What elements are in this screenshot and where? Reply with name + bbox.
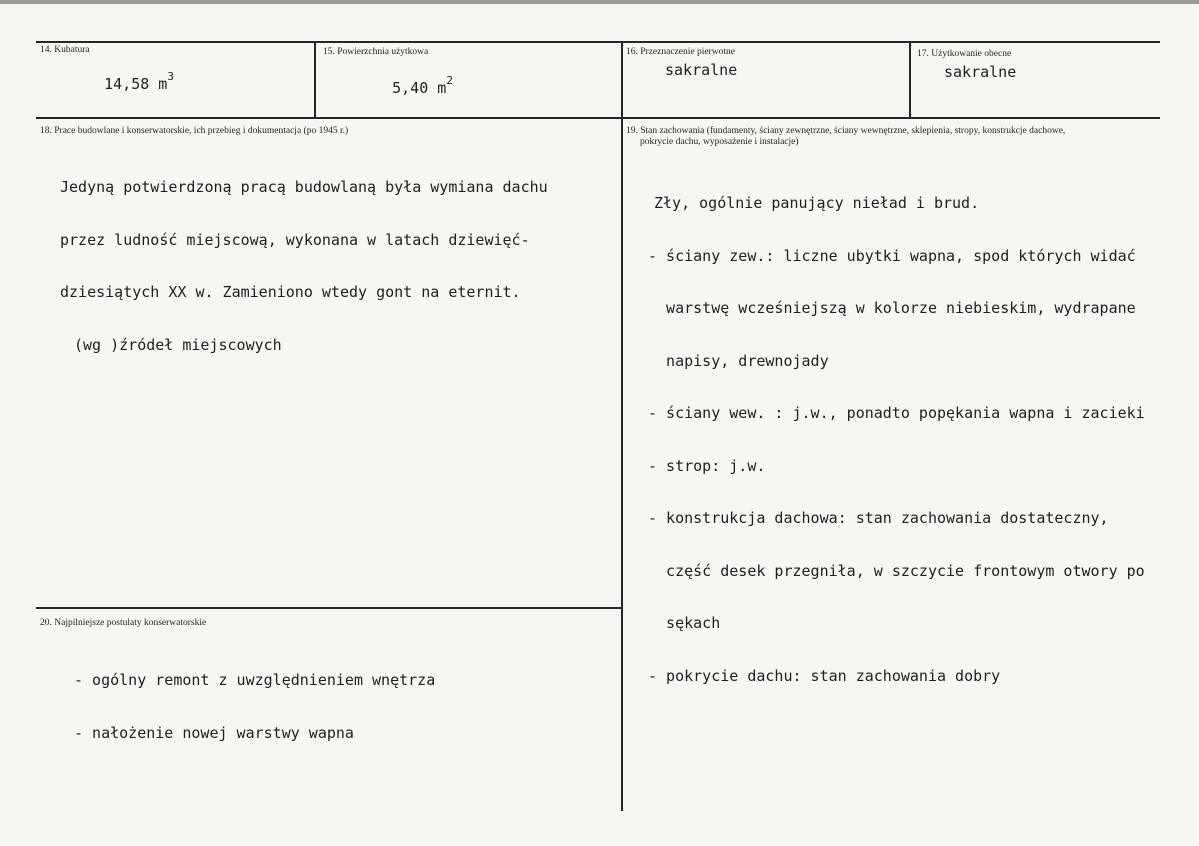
grid-line-left-split — [36, 607, 622, 609]
grid-line-v3 — [909, 41, 911, 118]
kubatura-exponent: 3 — [167, 69, 174, 83]
powierzchnia-value — [356, 62, 453, 116]
postulaty-line: - nałożenie nowej warstwy wapna — [74, 723, 354, 742]
powierzchnia-number: 5,40 m — [392, 78, 447, 97]
stan-label-line1: 19. Stan zachowania (fundamenty, ściany zewnętrzne, ściany wewnętrzne, sklepienia, stropy, konstrukcje dachowe, — [626, 126, 1066, 136]
grid-line-top — [36, 41, 1160, 43]
przeznaczenie-label: 16. Przeznaczenie pierwotne — [626, 47, 735, 57]
postulaty-label: 20. Najpilniejsze postulaty konserwatorskie — [40, 618, 207, 628]
postulaty-line: - ogólny remont z uwzględnieniem wnętrza — [74, 671, 436, 689]
uzytkowanie-label: 17. Użytkowanie obecne — [917, 49, 1012, 59]
stan-line: - ściany zew.: liczne ubytki wapna, spod których widać — [648, 246, 1136, 265]
prace-line: Jedyną potwierdzoną pracą budowlaną była wymiana dachu — [60, 178, 548, 196]
kubatura-value — [68, 58, 174, 112]
przeznaczenie-value: sakralne — [665, 61, 738, 79]
prace-label: 18. Prace budowlane i konserwatorskie, ich przebieg i dokumentacja (po 1945 r.) — [40, 126, 349, 136]
grid-line-row1-bottom — [36, 117, 1160, 119]
stan-line: warstwę wcześniejszą w kolorze niebieskim, wydrapane — [648, 299, 1136, 317]
grid-line-v2 — [621, 41, 623, 811]
stan-label-line2: pokrycie dachu, wyposażenie i instalacje) — [640, 137, 799, 147]
prace-text — [60, 144, 548, 389]
prace-line: (wg )źródeł miejscowych — [74, 335, 282, 354]
stan-line: napisy, drewnojady — [648, 351, 829, 370]
kubatura-label: 14. Kubatura — [40, 45, 90, 55]
powierzchnia-exponent: 2 — [446, 73, 453, 87]
prace-line: przez ludność miejscową, wykonana w latach dziewięć- — [60, 230, 530, 249]
powierzchnia-label: 15. Powierzchnia użytkowa — [323, 47, 429, 57]
stan-line: - konstrukcja dachowa: stan zachowania dostateczny, — [648, 509, 1109, 527]
kubatura-number: 14,58 m — [104, 74, 168, 93]
stan-line: - ściany wew. : j.w., ponadto popękania wapna i zacieki — [648, 404, 1145, 422]
stan-line: - pokrycie dachu: stan zachowania dobry — [648, 666, 1001, 685]
postulaty-text — [74, 637, 435, 777]
stan-text — [648, 160, 1145, 720]
stan-line: Zły, ogólnie panujący nieład i brud. — [654, 194, 980, 212]
uzytkowanie-value: sakralne — [944, 63, 1017, 81]
prace-line: dziesiątych XX w. Zamieniono wtedy gont na eternit. — [60, 283, 521, 301]
stan-line: część desek przegniła, w szczycie frontowym otwory po — [648, 561, 1145, 580]
stan-line: sękach — [648, 614, 721, 632]
stan-line: - strop: j.w. — [648, 456, 766, 475]
grid-line-v1 — [314, 41, 316, 118]
